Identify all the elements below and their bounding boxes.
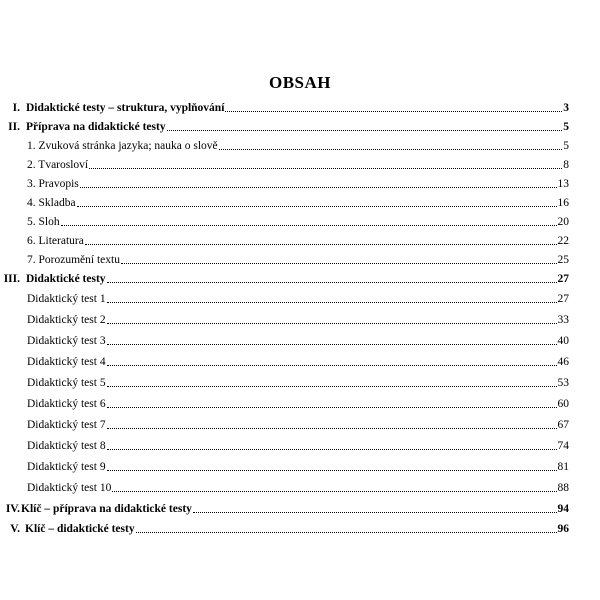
toc-entry-label: Didaktický test 3: [27, 335, 106, 347]
toc-entry-section: [0, 249, 600, 267]
toc-entry-page: 94: [557, 503, 569, 515]
toc-entry-label: Didaktický test 2: [27, 314, 106, 326]
toc-entry-chapter-1: [0, 97, 600, 115]
toc-entry-section: [0, 135, 600, 153]
toc-entry-page: 96: [557, 523, 569, 535]
toc-entry-test: [0, 330, 600, 348]
toc-entry-page: 67: [557, 419, 569, 431]
toc-entry-label: 3. Pravopis: [27, 178, 79, 190]
toc-entry-chapter-3: [0, 268, 600, 286]
toc-entry-test: [0, 309, 600, 327]
toc-entry-page: 5: [563, 121, 569, 133]
toc-entry-chapter-4: [0, 498, 600, 516]
toc-entry-label: 1. Zvuková stránka jazyka; nauka o slově: [27, 140, 218, 152]
toc-entry-page: 74: [557, 440, 569, 452]
toc-entry-label: Didaktické testy: [26, 273, 106, 285]
toc-entry-page: 60: [557, 398, 569, 410]
toc-leader-dots: [107, 407, 557, 408]
toc-entry-label: Didaktický test 6: [27, 398, 106, 410]
toc-entry-label: 7. Porozumění textu: [27, 254, 120, 266]
toc-entry-label: Didaktický test 8: [27, 440, 106, 452]
toc-entry-label: 2. Tvarosloví: [27, 159, 89, 171]
toc-entry-test: [0, 414, 600, 432]
toc-leader-dots: [136, 532, 557, 533]
toc-entry-page: 20: [557, 216, 569, 228]
toc-entry-section: [0, 230, 600, 248]
toc-entry-label: Didaktický test 10: [27, 482, 112, 494]
toc-leader-dots: [107, 449, 557, 450]
toc-entry-page: 33: [557, 314, 569, 326]
toc-entry-page: 53: [557, 377, 569, 389]
toc-leader-dots: [107, 470, 557, 471]
toc-leader-dots: [167, 130, 563, 131]
toc-entry-label: Klíč – didaktické testy: [25, 523, 135, 535]
toc-entry-label: Didaktický test 4: [27, 356, 106, 368]
toc-leader-dots: [61, 225, 557, 226]
toc-entry-label: Příprava na didaktické testy: [26, 121, 166, 133]
toc-entry-page: 8: [563, 159, 569, 171]
toc-entry-test: [0, 477, 600, 495]
toc-entry-test: [0, 372, 600, 390]
toc-entry-chapter-5: [0, 518, 600, 536]
toc-entry-section: [0, 173, 600, 191]
toc-entry-section: [0, 154, 600, 172]
toc-leader-dots: [107, 302, 557, 303]
page-title: OBSAH: [268, 73, 332, 92]
toc-entry-label: 5. Sloh: [27, 216, 60, 228]
toc-entry-number: IV.: [5, 503, 20, 515]
toc-entry-page: 13: [557, 178, 569, 190]
toc-entry-label: Didaktický test 9: [27, 461, 106, 473]
toc-entry-label: 4. Skladba: [27, 197, 76, 209]
toc-leader-dots: [107, 386, 557, 387]
toc-leader-dots: [107, 282, 557, 283]
toc-leader-dots: [219, 149, 563, 150]
toc-entry-label: Didaktický test 7: [27, 419, 106, 431]
toc-entry-label: 6. Literatura: [27, 235, 84, 247]
toc-entry-test: [0, 288, 600, 306]
toc-leader-dots: [121, 263, 557, 264]
toc-entry-page: 81: [557, 461, 569, 473]
toc-leader-dots: [193, 512, 557, 513]
toc-entry-number: I.: [12, 102, 20, 114]
toc-entry-test: [0, 351, 600, 369]
toc-entry-label: Didaktický test 1: [27, 293, 106, 305]
toc-leader-dots: [225, 111, 562, 112]
toc-entry-page: 5: [563, 140, 569, 152]
toc-entry-number: III.: [3, 273, 20, 285]
toc-entry-test: [0, 456, 600, 474]
toc-entry-page: 88: [557, 482, 569, 494]
toc-leader-dots: [89, 168, 562, 169]
toc-leader-dots: [112, 491, 556, 492]
toc-entry-section: [0, 192, 600, 210]
toc-entry-test: [0, 393, 600, 411]
toc-leader-dots: [80, 187, 557, 188]
toc-entry-page: 3: [563, 102, 569, 114]
toc-entry-page: 40: [557, 335, 569, 347]
toc-entry-label: Didaktický test 5: [27, 377, 106, 389]
toc-entry-page: 25: [557, 254, 569, 266]
toc-leader-dots: [85, 244, 557, 245]
toc-leader-dots: [107, 428, 557, 429]
toc-entry-section: [0, 211, 600, 229]
toc-leader-dots: [107, 323, 557, 324]
toc-entry-page: 46: [557, 356, 569, 368]
toc-entry-chapter-2: [0, 116, 600, 134]
toc-entry-page: 27: [557, 293, 569, 305]
toc-entry-label: Klíč – příprava na didaktické testy: [21, 503, 192, 515]
toc-entry-page: 16: [557, 197, 569, 209]
toc-entry-page: 27: [557, 273, 569, 285]
toc-leader-dots: [107, 344, 557, 345]
toc-entry-number: II.: [8, 121, 20, 133]
toc-leader-dots: [77, 206, 557, 207]
toc-entry-page: 22: [557, 235, 569, 247]
toc-entry-test: [0, 435, 600, 453]
toc-entry-number: V.: [10, 523, 20, 535]
toc-entry-label: Didaktické testy – struktura, vyplňování: [26, 102, 225, 114]
toc-leader-dots: [107, 365, 557, 366]
